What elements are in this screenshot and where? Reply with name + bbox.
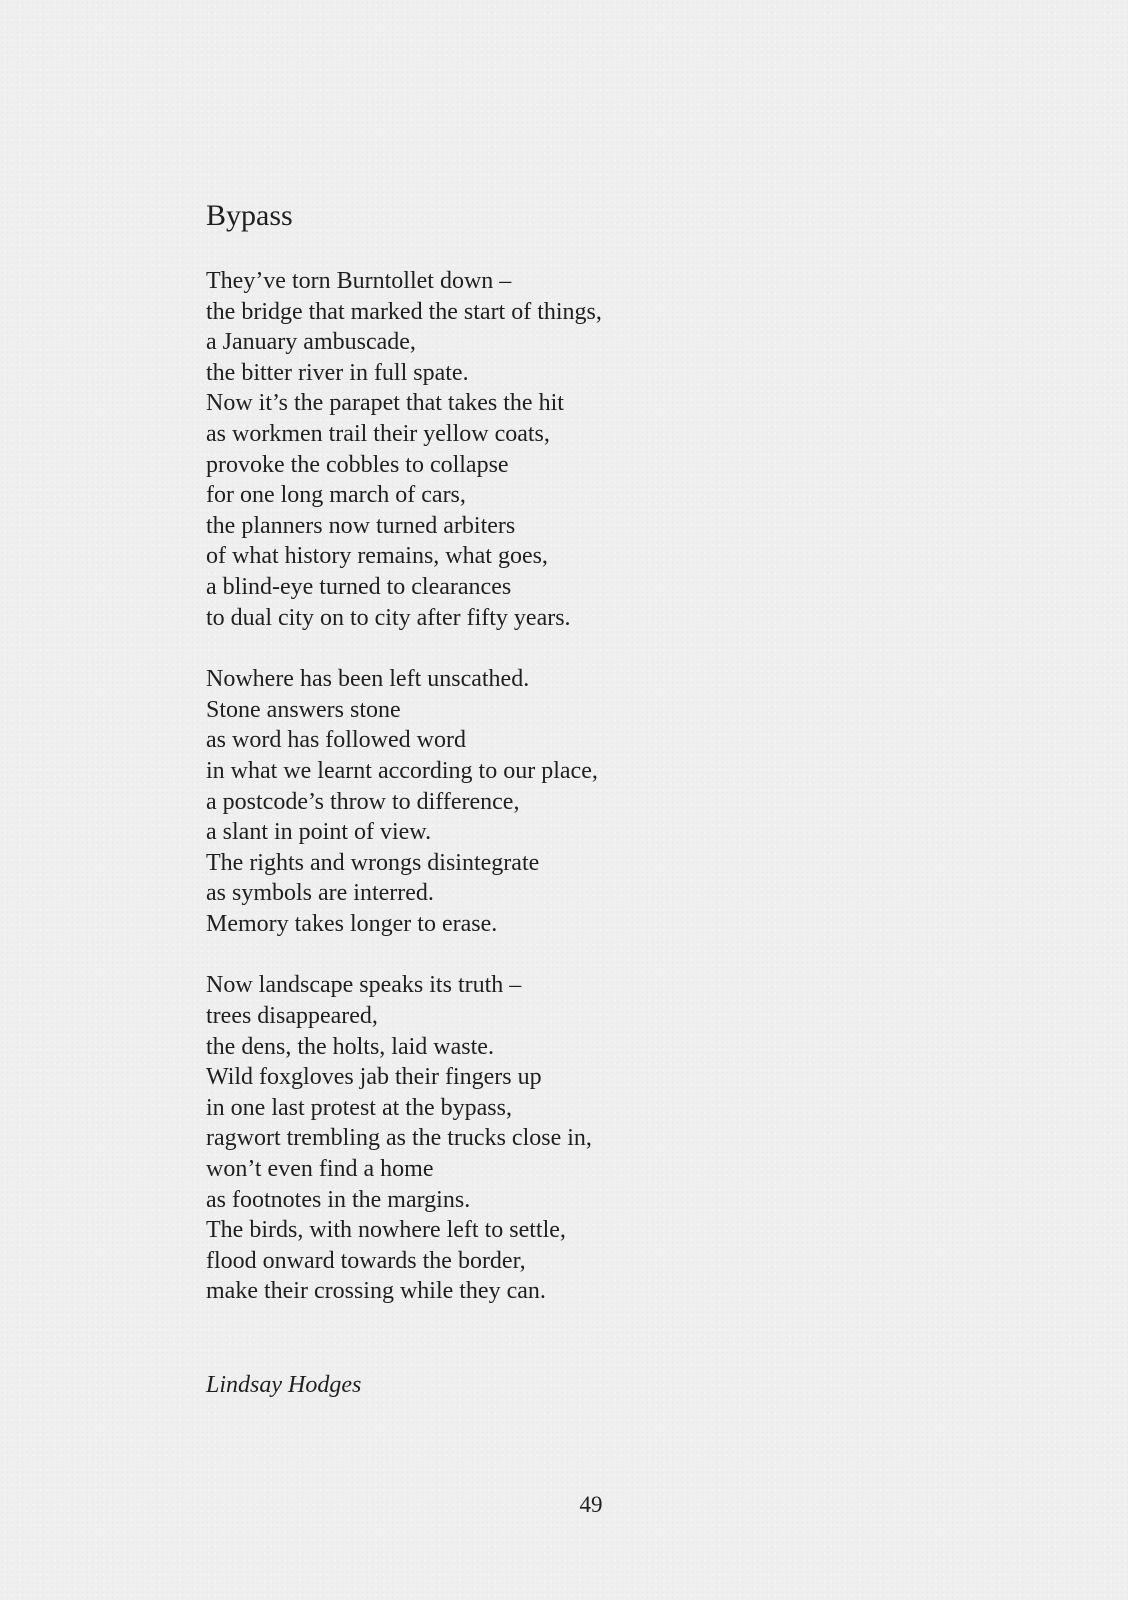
poem-line: ragwort trembling as the trucks close in, (206, 1125, 592, 1152)
poem-line: a blind-eye turned to clearances (206, 573, 512, 600)
poem-line: Wild foxgloves jab their fingers up (206, 1064, 542, 1091)
poem-body (206, 266, 602, 1338)
poem-line: in one last protest at the bypass, (206, 1094, 512, 1121)
poem-line: won’t even find a home (206, 1156, 434, 1183)
poem-line: a slant in point of view. (206, 819, 432, 846)
poem-line: in what we learnt according to our place, (206, 757, 598, 784)
poem-line: The rights and wrongs disintegrate (206, 849, 540, 876)
stanza-3 (206, 970, 602, 1307)
poem-line: Memory takes longer to erase. (206, 910, 498, 937)
poem-line: Now landscape speaks its truth – (206, 972, 522, 999)
poem-title: Bypass (206, 199, 293, 232)
poem-line: make their crossing while they can. (206, 1278, 546, 1305)
poem-line: of what history remains, what goes, (206, 543, 548, 570)
poem-line: flood onward towards the border, (206, 1247, 526, 1274)
poem-line: The birds, with nowhere left to settle, (206, 1217, 566, 1244)
poem-line: as workmen trail their yellow coats, (206, 420, 550, 447)
poem-line: provoke the cobbles to collapse (206, 451, 509, 478)
poem-line: as symbols are interred. (206, 880, 434, 907)
poem-line: the bridge that marked the start of things, (206, 298, 602, 325)
poem-line: the bitter river in full spate. (206, 359, 469, 386)
poem-line: Nowhere has been left unscathed. (206, 666, 530, 693)
poem-line: for one long march of cars, (206, 482, 466, 509)
poem-line: They’ve torn Burntollet down – (206, 268, 512, 294)
poem-line: a January ambuscade, (206, 329, 416, 356)
poem-line: Now it’s the parapet that takes the hit (206, 390, 564, 417)
poem-line: a postcode’s throw to difference, (206, 788, 520, 815)
poem-line: as footnotes in the margins. (206, 1186, 471, 1213)
poem-line: as word has followed word (206, 727, 466, 754)
page-number: 49 (579, 1492, 603, 1517)
stanza-1 (206, 266, 602, 633)
poem-line: Stone answers stone (206, 696, 401, 723)
poem-line: trees disappeared, (206, 1003, 378, 1030)
poem-line: the planners now turned arbiters (206, 512, 516, 539)
poem-author: Lindsay Hodges (206, 1372, 362, 1398)
stanza-2 (206, 664, 602, 939)
poem-line: the dens, the holts, laid waste. (206, 1033, 494, 1060)
poem-line: to dual city on to city after fifty years. (206, 604, 571, 631)
